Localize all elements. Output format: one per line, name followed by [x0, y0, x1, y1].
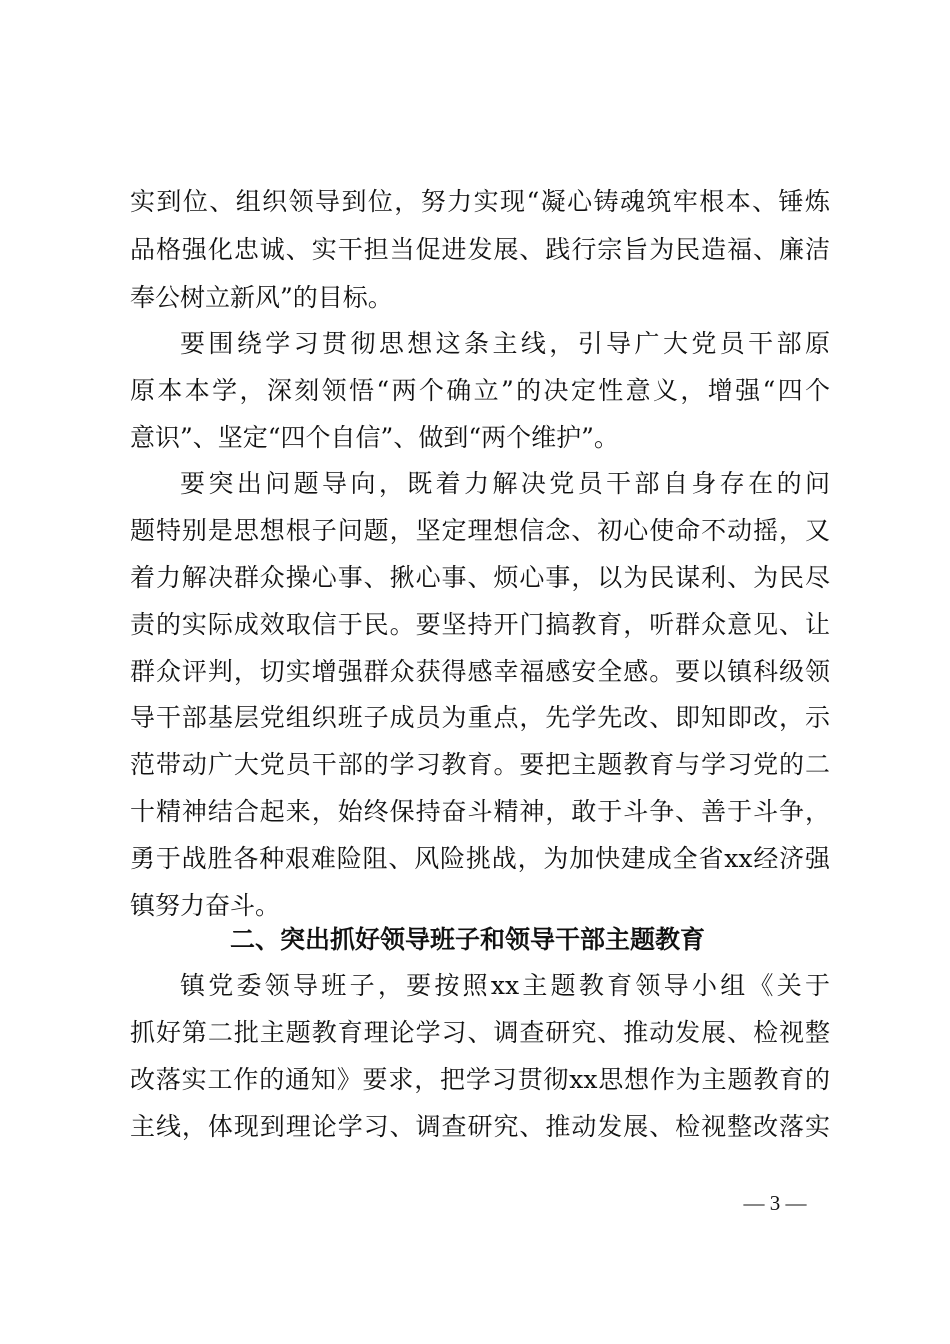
paragraph-3-line-5: 群众评判，切实增强群众获得感幸福感安全感。要以镇科级领 — [130, 657, 830, 686]
paragraph-3-line-4: 责的实际成效取信于民。要坚持开门搞教育，听群众意见、让 — [130, 610, 830, 639]
paragraph-3-line-7: 范带动广大党员干部的学习教育。要把主题教育与学习党的二 — [130, 750, 830, 779]
paragraph-1-line-2: 品格强化忠诚、实干担当促进发展、践行宗旨为民造福、廉洁 — [130, 235, 830, 264]
paragraph-3-line-1: 要突出问题导向，既着力解决党员干部自身存在的问 — [180, 469, 830, 498]
page-number: — 3 — — [743, 1191, 807, 1215]
paragraph-3-line-8: 十精神结合起来，始终保持奋斗精神，敢于斗争、善于斗争， — [130, 797, 830, 826]
section-paragraph-line-4: 主线，体现到理论学习、调查研究、推动发展、检视整改落实 — [130, 1112, 830, 1141]
section-paragraph-line-1: 镇党委领导班子，要按照xx主题教育领导小组《关于 — [180, 971, 830, 1000]
paragraph-3-line-2: 题特别是思想根子问题，坚定理想信念、初心使命不动摇，又 — [130, 516, 830, 545]
paragraph-1-line-3: 奉公树立新风”的目标。 — [130, 283, 393, 312]
paragraph-3-line-6: 导干部基层党组织班子成员为重点，先学先改、即知即改，示 — [130, 703, 830, 732]
section-paragraph-line-3: 改落实工作的通知》要求，把学习贯彻xx思想作为主题教育的 — [130, 1065, 830, 1094]
paragraph-3-line-9: 勇于战胜各种艰难险阻、风险挑战，为加快建成全省xx经济强 — [130, 844, 830, 873]
paragraph-3-line-10: 镇努力奋斗。 — [130, 891, 281, 920]
paragraph-3-line-3: 着力解决群众操心事、揪心事、烦心事，以为民谋利、为民尽 — [130, 563, 830, 592]
section-paragraph-line-2: 抓好第二批主题教育理论学习、调查研究、推动发展、检视整 — [130, 1018, 830, 1047]
paragraph-2-line-2: 原本本学，深刻领悟“两个确立”的决定性意义，增强“四个 — [130, 376, 830, 405]
paragraph-2-line-3: 意识”、坚定“四个自信”、做到“两个维护”。 — [130, 423, 619, 452]
paragraph-1-line-1: 实到位、组织领导到位，努力实现“凝心铸魂筑牢根本、锤炼 — [130, 187, 830, 216]
section-heading: 二、突出抓好领导班子和领导干部主题教育 — [230, 925, 706, 954]
paragraph-2-line-1: 要围绕学习贯彻思想这条主线，引导广大党员干部原 — [180, 329, 830, 358]
